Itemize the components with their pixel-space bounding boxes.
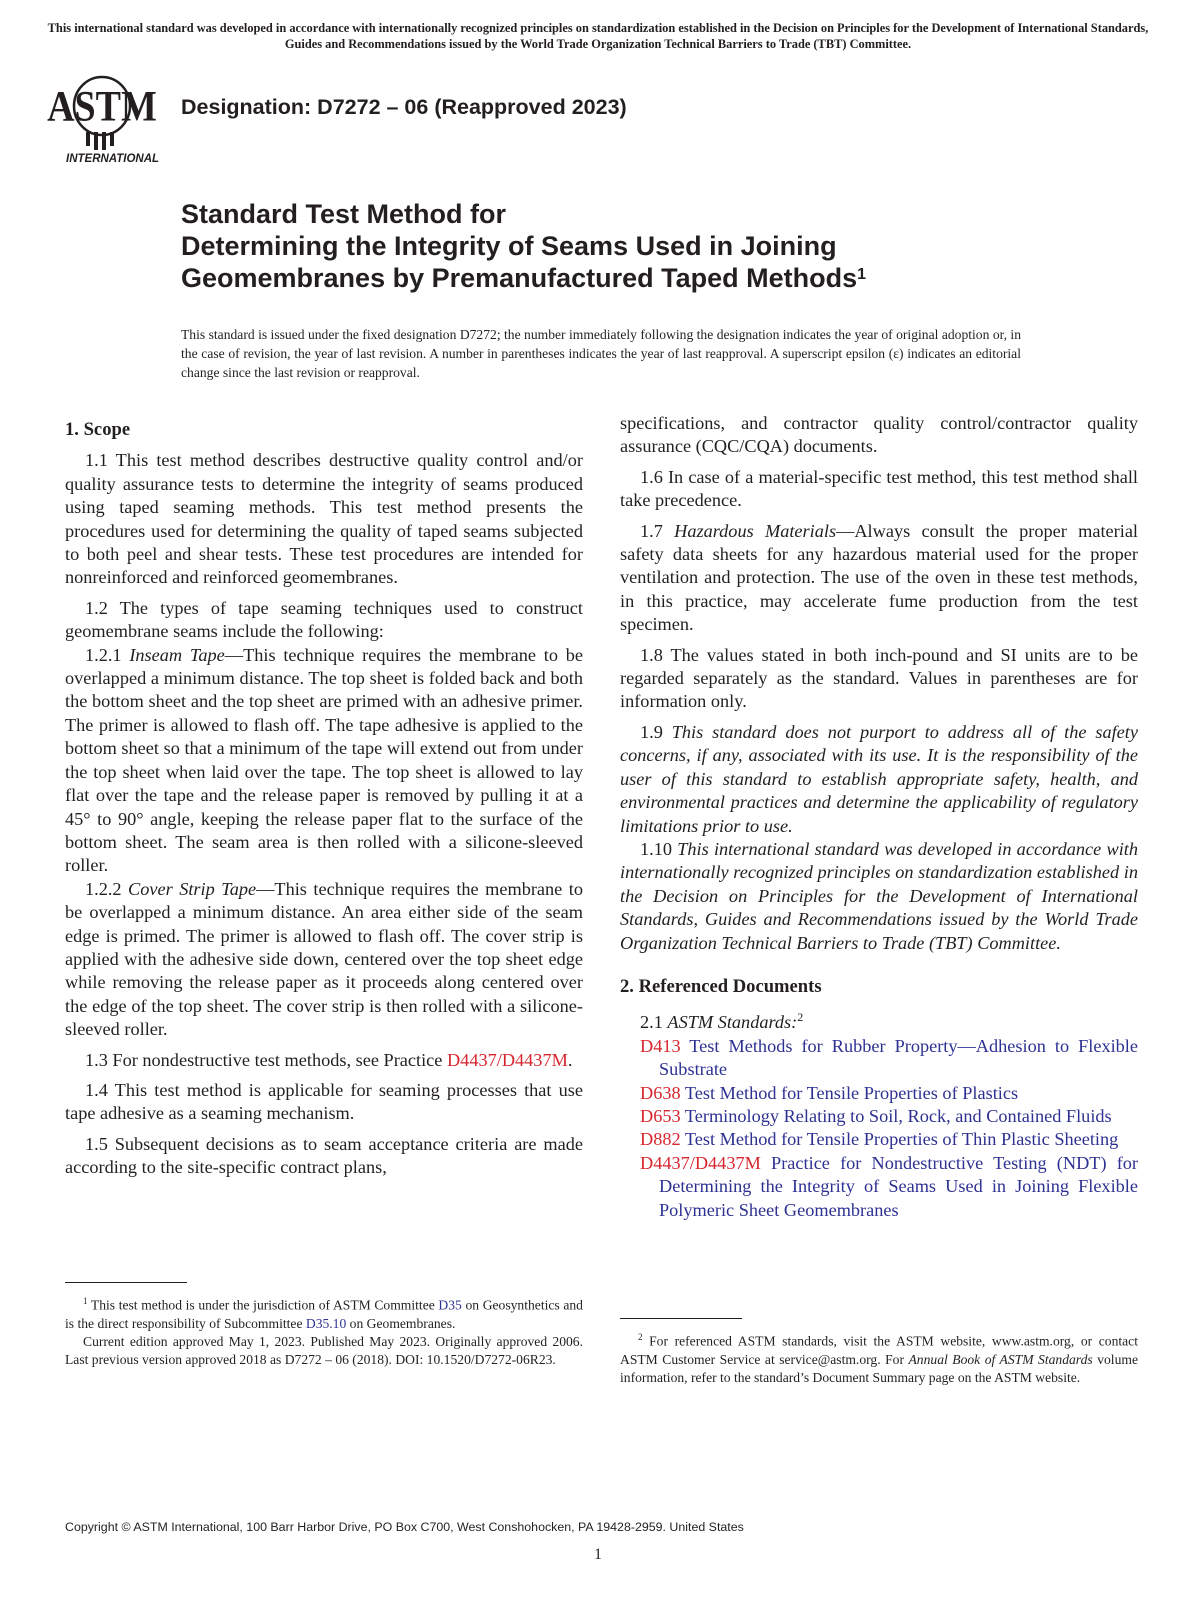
title-footnote-mark: 1 [857, 266, 867, 283]
link-d35[interactable]: D35 [438, 1297, 462, 1313]
right-column [620, 413, 1139, 1222]
title-line-1: Standard Test Method for [181, 199, 507, 229]
paragraph-text: —This technique requires the membrane to be overlapped a minimum distance. An area either side of the seam edge is primed. The primer is allowed to flash off. The cover strip is applied with the adhesive side down, centered over the top sheet edge while removing the release paper as it proceeds along centered over the edge of the top sheet. The cover strip is then rolled with a silicone-sleeved roller. [65, 878, 583, 1040]
section-1-heading: 1. Scope [65, 419, 131, 440]
paragraph-text: This international standard was developed in accordance with internationally recognized principles on standardization established in the Decision on Principles for the Development of International Standards, Guides and Recommendations issued by the World Trade Organization Technical Barriers to Trade (TBT) Committee. [620, 838, 1139, 953]
footnote-1-mark: 1 [83, 1296, 88, 1306]
reference-code[interactable]: D4437/D4437M [640, 1152, 761, 1173]
reference-title[interactable]: Test Method for Tensile Properties of Thin Plastic Sheeting [684, 1129, 1119, 1150]
paragraph-1-6: 1.6 In case of a material-specific test method, this test method shall take precedence. [620, 466, 1138, 511]
paragraph-1-9 [620, 721, 1138, 838]
reference-code[interactable]: D638 [640, 1082, 681, 1103]
footnote-text: on Geosynthetics and is the direct responsibility of Subcommittee [65, 1297, 583, 1331]
footnote-text: volume information, refer to the standard’s Document Summary page on the ASTM website. [620, 1351, 1138, 1385]
paragraph-number: 1.2.2 [85, 878, 129, 899]
section-2-heading: 2. Referenced Documents [620, 975, 822, 997]
paragraph-1-2-2 [65, 878, 583, 1042]
footnote-rule-left [65, 1282, 187, 1283]
reference-code[interactable]: D653 [640, 1106, 681, 1127]
page-number: 1 [594, 1546, 602, 1563]
paragraph-text: ASTM Standards: [667, 1012, 798, 1033]
term-inseam-tape: Inseam Tape [129, 644, 225, 665]
footnote-2 [620, 1328, 1138, 1387]
reference-title[interactable]: Terminology Relating to Soil, Rock, and Contained Fluids [684, 1106, 1112, 1127]
paragraph-1-4: 1.4 This test method is applicable for seaming processes that use tape adhesive as a seaming mechanism. [65, 1079, 583, 1124]
reference-item[interactable] [620, 1035, 1138, 1082]
designation: Designation: D7272 – 06 (Reapproved 2023) [181, 95, 627, 119]
title-line-3-text: Geomembranes by Premanufactured Taped Methods [181, 263, 858, 293]
paragraph-1-3 [65, 1049, 583, 1072]
link-d4437[interactable]: D4437/D4437M [446, 1049, 568, 1070]
paragraph-number: 1.2.1 [85, 644, 130, 665]
link-d35-10[interactable]: D35.10 [305, 1315, 347, 1331]
paragraph-1-2: 1.2 The types of tape seaming techniques used to construct geomembrane seams include the following: [65, 597, 583, 642]
reference-item[interactable] [620, 1082, 1138, 1105]
footnote-2-mark-ref: 2 [797, 1010, 804, 1025]
paragraph-1-7 [620, 520, 1138, 637]
astm-logo-icon [47, 70, 172, 170]
footnote-2-p1 [620, 1328, 1138, 1387]
paragraph-1-1: 1.1 This test method describes destructive quality control and/or quality assurance tests to determine the integrity of seams produced using taped seaming methods. This test method presents the procedures used for determining the quality of taped seams subjected to both peel and shear tests. These test procedures are intended for nonreinforced and reinforced geomembranes. [65, 450, 583, 588]
reference-item[interactable] [620, 1105, 1138, 1128]
footnote-2-mark: 2 [638, 1332, 643, 1342]
paragraph-number: 1.10 [640, 838, 678, 859]
paragraph-number: 2.1 [640, 1012, 668, 1033]
logo-text: ASTM [47, 82, 157, 131]
paragraph-1-8: 1.8 The values stated in both inch-pound and SI units are to be regarded separately as the standard. Values in parentheses are for information only. [620, 644, 1138, 712]
copyright: Copyright © ASTM International, 100 Barr Harbor Drive, PO Box C700, West Conshohocken, PA 19428-2959. United States [65, 1520, 744, 1534]
term-cover-strip-tape: Cover Strip Tape [128, 878, 257, 899]
paragraph-text: 1.3 For nondestructive test methods, see Practice [85, 1049, 447, 1070]
footnote-1-p2: Current edition approved May 1, 2023. Published May 2023. Originally approved 2006. Last previous version approved 2018 as D7272 – 06 (2018). DOI: 10.1520/D7272-06R23. [65, 1333, 583, 1367]
footnote-rule-right [620, 1318, 742, 1319]
footnote-italic: Annual Book of ASTM Standards [908, 1351, 1093, 1367]
paragraph-1-2-1 [65, 644, 583, 878]
paragraph-2-1 [620, 1006, 1138, 1035]
reference-title[interactable]: Practice for Nondestructive Testing (NDT) for Determining the Integrity of Seams Used in Joining Flexible Polymeric Sheet Geomembranes [659, 1152, 1139, 1220]
reference-item[interactable] [620, 1128, 1138, 1151]
footnote-text: on Geomembranes. [346, 1315, 456, 1331]
reference-code[interactable]: D413 [640, 1035, 681, 1056]
reference-title[interactable]: Test Methods for Rubber Property—Adhesion to Flexible Substrate [659, 1035, 1138, 1080]
paragraph-1-10 [620, 838, 1138, 955]
top-notice: This international standard was developed in accordance with internationally recognized principles on standardization established in the Decision on Principles for the Development of International Standards, Guides and Recommendations issued by the World Trade Organization Technical Barriers to Trade (TBT) Committee. [47, 21, 1149, 51]
paragraph-text: —This technique requires the membrane to be overlapped a minimum distance. The top sheet is folded back and both the bottom sheet and the top sheet are primed with an adhesive primer. The primer is allowed to flash off. The tape adhesive is applied to the bottom sheet so that a minimum of the tape will extend out from under the top sheet when laid over the tape. The top sheet is allowed to lay flat over the tape and the release paper is removed by pulling it at a 45° to 90° angle, keeping the release paper flat to the surface of the bottom sheet. The seam area is then rolled with a silicone-sleeved roller. [65, 644, 583, 876]
reference-title[interactable]: Test Method for Tensile Properties of Plastics [684, 1082, 1019, 1103]
reference-code[interactable]: D882 [640, 1129, 681, 1150]
paragraph-end: . [567, 1049, 573, 1070]
paragraph-number: 1.7 [640, 520, 675, 541]
issued-note: This standard is issued under the fixed designation D7272; the number immediately following the designation indicates the year of original adoption or, in the case of revision, the year of last revision. A number in parentheses indicates the year of last reapproval. A superscript epsilon (ε) indicates an editorial change since the last revision or reapproval. [181, 327, 1021, 380]
logo-subtitle: INTERNATIONAL [66, 153, 160, 165]
term-hazardous-materials: Hazardous Materials [674, 520, 837, 541]
footnote-text: This test method is under the jurisdiction of ASTM Committee [87, 1297, 439, 1313]
paragraph-1-5-continued: specifications, and contractor quality control/contractor quality assurance (CQC/CQA) documents. [620, 413, 1138, 457]
footnote-1 [65, 1292, 583, 1369]
footnote-text: For referenced ASTM standards, visit the ASTM website, www.astm.org, or contact ASTM Customer Service at service@astm.org. For [620, 1333, 1138, 1367]
paragraph-text: —Always consult the proper material safety data sheets for any hazardous material used for the proper ventilation and protection. The use of the oven in these test methods, in this practice, may accelerate fume production from the test specimen. [620, 520, 1139, 635]
footnote-1-p1 [65, 1292, 583, 1333]
paragraph-1-5: 1.5 Subsequent decisions as to seam acceptance criteria are made according to the site-specific contract plans, [65, 1133, 583, 1178]
astm-logo [47, 70, 172, 170]
paragraph-text: This standard does not purport to address all of the safety concerns, if any, associated with its use. It is the responsibility of the user of this standard to establish appropriate safety, health, and environmental practices and determine the applicability of regulatory limitations prior to use. [620, 721, 1138, 836]
paragraph-number: 1.9 [640, 721, 672, 742]
title-line-2: Determining the Integrity of Seams Used in Joining [181, 231, 837, 261]
reference-item[interactable] [620, 1152, 1138, 1222]
document-title [181, 198, 866, 294]
title-line-3 [181, 262, 866, 294]
left-column [65, 418, 583, 1180]
